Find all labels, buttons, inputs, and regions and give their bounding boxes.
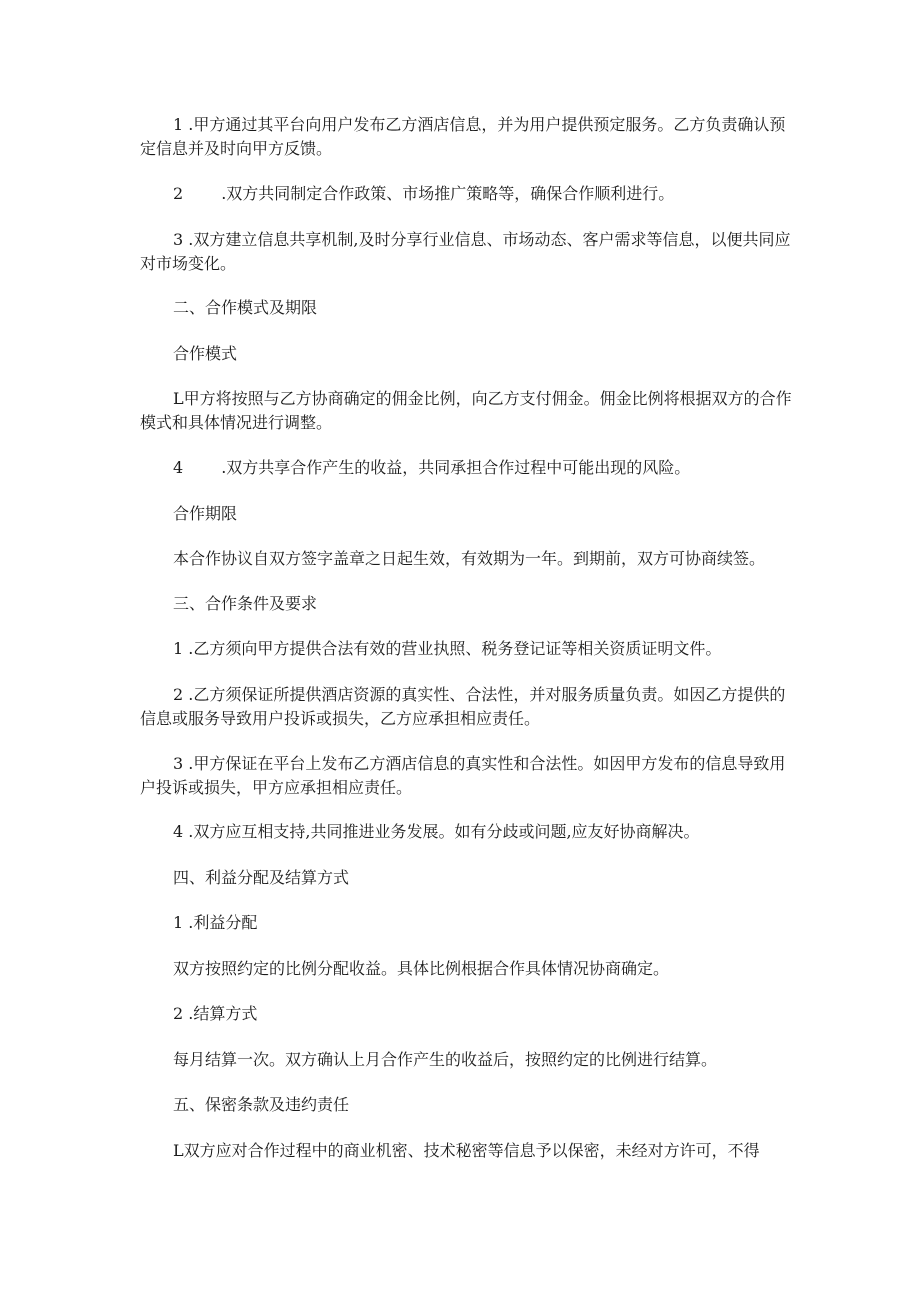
paragraph-5-1: L双方应对合作过程中的商业机密、技术秘密等信息予以保密，未经对方许可，不得 <box>173 1141 760 1160</box>
paragraph-2-1: L甲方将按照与乙方协商确定的佣金比例，向乙方支付佣金。佣金比例将根据双方的合作模式和具体情况进行调整。 <box>140 389 792 432</box>
paragraph-3-1: 1 .乙方须向甲方提供合法有效的营业执照、税务登记证等相关资质证明文件。 <box>173 639 722 658</box>
item-text: .双方共同制定合作政策、市场推广策略等，确保合作顺利进行。 <box>221 184 675 203</box>
paragraph-4-2: 每月结算一次。双方确认上月合作产生的收益后，按照约定的比例进行结算。 <box>173 1050 718 1069</box>
paragraph-3-3: 3 .甲方保证在平台上发布乙方酒店信息的真实性和合法性。如因甲方发布的信息导致用户投诉或损失，甲方应承担相应责任。 <box>140 754 786 797</box>
section-heading-5: 五、保密条款及违约责任 <box>173 1095 350 1114</box>
subheading-cooperation-term: 合作期限 <box>173 504 238 523</box>
paragraph-3-4: 4 .双方应互相支持,共同推进业务发展。如有分歧或问题,应友好协商解决。 <box>173 822 700 841</box>
paragraph-4-1: 双方按照约定的比例分配收益。具体比例根据合作具体情况协商确定。 <box>173 959 670 978</box>
subheading-settlement: 2 .结算方式 <box>173 1004 258 1023</box>
section-heading-2: 二、合作模式及期限 <box>173 298 318 317</box>
subheading-cooperation-mode: 合作模式 <box>173 344 238 363</box>
paragraph-1-2 <box>140 182 800 206</box>
paragraph-1-3: 3 .双方建立信息共享机制,及时分享行业信息、市场动态、客户需求等信息，以便共同应对市场变化。 <box>140 230 791 273</box>
paragraph-1-1: 1 .甲方通过其平台向用户发布乙方酒店信息，并为用户提供预定服务。乙方负责确认预定信息并及时向甲方反馈。 <box>140 115 786 158</box>
item-number: 2 <box>173 184 184 203</box>
item-number: 4 <box>173 458 184 477</box>
item-text: .双方共享合作产生的收益，共同承担合作过程中可能出现的风险。 <box>221 458 691 477</box>
section-heading-4: 四、利益分配及结算方式 <box>173 868 350 887</box>
paragraph-2-4 <box>140 456 800 480</box>
paragraph-term: 本合作协议自双方签字盖章之日起生效，有效期为一年。到期前，双方可协商续签。 <box>173 549 766 568</box>
subheading-profit-distribution: 1 .利益分配 <box>173 913 258 932</box>
section-heading-3: 三、合作条件及要求 <box>173 594 318 613</box>
paragraph-3-2: 2 .乙方须保证所提供酒店资源的真实性、合法性，并对服务质量负责。如因乙方提供的信息或服务导致用户投诉或损失，乙方应承担相应责任。 <box>140 685 786 728</box>
